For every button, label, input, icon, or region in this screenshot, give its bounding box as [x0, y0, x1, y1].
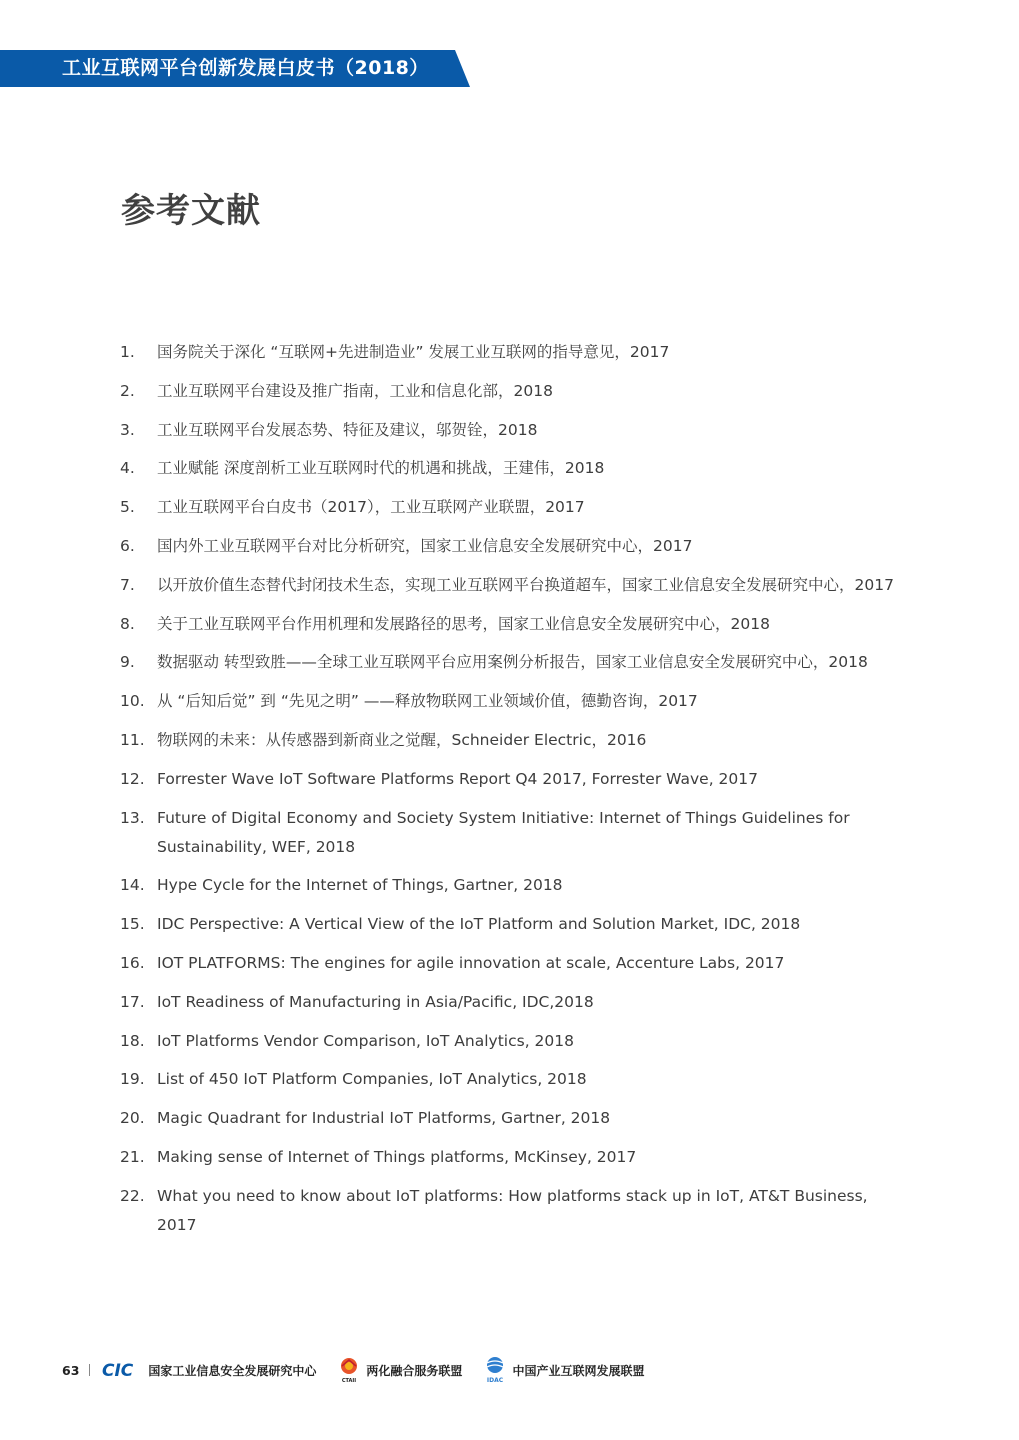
- reference-text: 工业赋能 深度剖析工业互联网时代的机遇和挑战，王建伟，2018: [157, 459, 605, 478]
- reference-number: 22.: [120, 1186, 145, 1205]
- org-idac: [484, 1356, 644, 1384]
- reference-number: 8.: [120, 614, 135, 633]
- reference-item: [120, 804, 900, 862]
- reference-item: [120, 416, 900, 445]
- reference-item: [120, 1182, 900, 1240]
- reference-text: 物联网的未来：从传感器到新商业之觉醒，Schneider Electric，2016: [157, 730, 647, 749]
- reference-item: [120, 988, 900, 1017]
- page-footer: [62, 1355, 644, 1385]
- org-name: 中国产业互联网发展联盟: [512, 1363, 645, 1378]
- reference-number: 3.: [120, 420, 135, 439]
- reference-number: 20.: [120, 1109, 145, 1128]
- svg-text:CIC: CIC: [102, 1361, 134, 1379]
- reference-text: IOT PLATFORMS: The engines for agile innovation at scale, Accenture Labs, 2017: [157, 953, 785, 972]
- reference-item: [120, 493, 900, 522]
- svg-text:IDAC: IDAC: [487, 1377, 504, 1384]
- reference-item: [120, 454, 900, 483]
- reference-item: [120, 610, 900, 639]
- reference-item: [120, 377, 900, 406]
- reference-number: 4.: [120, 459, 135, 478]
- reference-number: 16.: [120, 953, 145, 972]
- reference-number: 11.: [120, 730, 145, 749]
- reference-item: [120, 648, 900, 677]
- reference-number: 5.: [120, 498, 135, 517]
- reference-text: Magic Quadrant for Industrial IoT Platforms, Gartner, 2018: [157, 1109, 611, 1128]
- reference-item: [120, 1027, 900, 1056]
- reference-text: 从 “后知后觉” 到 “先见之明” ——释放物联网工业领域价值，德勤咨询，2017: [157, 692, 698, 711]
- reference-number: 10.: [120, 692, 145, 711]
- reference-text: 国务院关于深化 “互联网+先进制造业” 发展工业互联网的指导意见，2017: [157, 343, 670, 361]
- reference-number: 14.: [120, 876, 145, 895]
- reference-item: [120, 765, 900, 794]
- reference-item: [120, 687, 900, 716]
- reference-text: 工业互联网平台建设及推广指南，工业和信息化部，2018: [157, 381, 553, 400]
- reference-text: 关于工业互联网平台作用机理和发展路径的思考，国家工业信息安全发展研究中心，2018: [157, 614, 770, 633]
- reference-number: 13.: [120, 808, 145, 827]
- reference-text: 以开放价值生态替代封闭技术生态，实现工业互联网平台换道超车，国家工业信息安全发展研究中心，2017: [157, 575, 894, 594]
- reference-item: [120, 726, 900, 755]
- reference-item: [120, 571, 900, 600]
- reference-text: 工业互联网平台白皮书（2017），工业互联网产业联盟，2017: [157, 498, 585, 517]
- reference-text: 工业互联网平台发展态势、特征及建议，邬贺铨，2018: [157, 420, 538, 439]
- section-title: 参考文献: [121, 191, 261, 231]
- reference-text: Future of Digital Economy and Society System Initiative: Internet of Things Guidelines for Sustainability, WEF, 2018: [157, 808, 850, 856]
- reference-number: 9.: [120, 653, 135, 672]
- reference-number: 2.: [120, 381, 135, 400]
- org-name: 国家工业信息安全发展研究中心: [148, 1363, 317, 1378]
- org-ctaii: [338, 1357, 462, 1383]
- reference-item: [120, 910, 900, 939]
- reference-text: IoT Readiness of Manufacturing in Asia/Pacific, IDC,2018: [157, 992, 594, 1011]
- reference-item: [120, 532, 900, 561]
- svg-text:CTAII: CTAII: [342, 1378, 357, 1383]
- reference-text: What you need to know about IoT platforms: How platforms stack up in IoT, AT&T Business, 2017: [157, 1186, 868, 1234]
- reference-text: 国内外工业互联网平台对比分析研究，国家工业信息安全发展研究中心，2017: [157, 536, 693, 555]
- reference-text: 数据驱动 转型致胜——全球工业互联网平台应用案例分析报告，国家工业信息安全发展研究中心，2018: [157, 653, 868, 672]
- reference-text: List of 450 IoT Platform Companies, IoT Analytics, 2018: [157, 1070, 587, 1089]
- footer-divider: [89, 1364, 90, 1376]
- reference-number: 15.: [120, 915, 145, 934]
- idac-logo: [484, 1356, 506, 1384]
- reference-number: 18.: [120, 1031, 145, 1050]
- reference-number: 17.: [120, 992, 145, 1011]
- org-cic: [102, 1361, 316, 1379]
- reference-text: IDC Perspective: A Vertical View of the IoT Platform and Solution Market, IDC, 2018: [157, 915, 801, 934]
- ctaii-logo: [338, 1357, 360, 1383]
- reference-item: [120, 949, 900, 978]
- reference-item: [120, 1065, 900, 1094]
- reference-text: Hype Cycle for the Internet of Things, Gartner, 2018: [157, 876, 563, 895]
- reference-item: [120, 1143, 900, 1172]
- reference-number: 6.: [120, 536, 135, 555]
- cic-logo: [102, 1361, 142, 1379]
- reference-number: 1.: [120, 343, 135, 361]
- reference-item: [120, 871, 900, 900]
- reference-number: 21.: [120, 1147, 145, 1166]
- reference-number: 7.: [120, 575, 135, 594]
- reference-number: 12.: [120, 769, 145, 788]
- reference-text: IoT Platforms Vendor Comparison, IoT Analytics, 2018: [157, 1031, 574, 1050]
- header-banner: [0, 50, 470, 87]
- reference-list: [120, 338, 900, 1250]
- reference-text: Forrester Wave IoT Software Platforms Report Q4 2017, Forrester Wave, 2017: [157, 769, 758, 788]
- org-name: 两化融合服务联盟: [366, 1363, 463, 1378]
- reference-item: [120, 338, 900, 367]
- page-number: 63: [62, 1362, 80, 1378]
- document-title: 工业互联网平台创新发展白皮书（2018）: [62, 57, 429, 79]
- reference-text: Making sense of Internet of Things platforms, McKinsey, 2017: [157, 1147, 637, 1166]
- reference-number: 19.: [120, 1070, 145, 1089]
- reference-item: [120, 1104, 900, 1133]
